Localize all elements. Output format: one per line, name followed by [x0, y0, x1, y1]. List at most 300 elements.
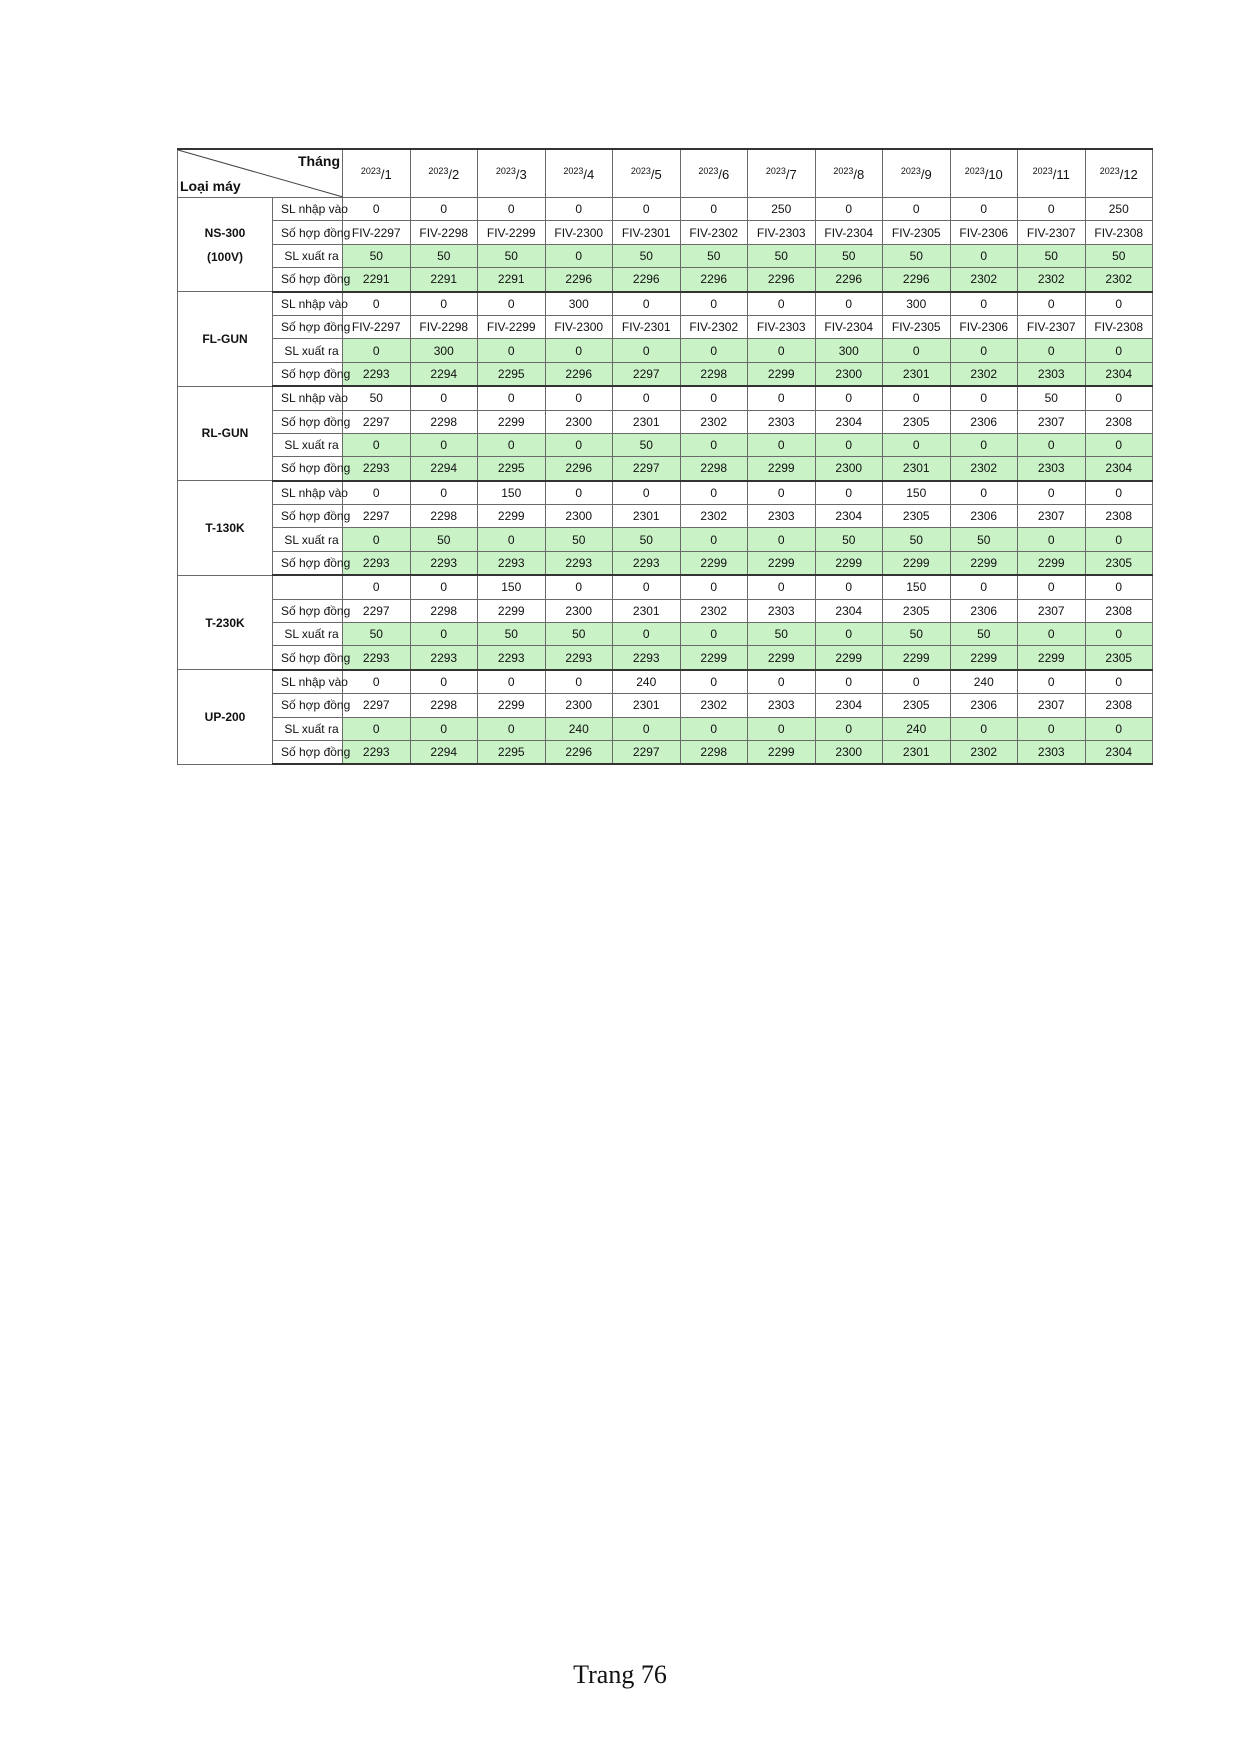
value-cell: FIV-2297 [343, 315, 411, 338]
value-cell: 2302 [950, 268, 1018, 292]
value-cell: 2293 [343, 646, 411, 670]
row-label: Số hợp đồng [273, 410, 343, 433]
month-number: /7 [785, 166, 797, 182]
value-cell: 0 [883, 339, 951, 362]
value-cell: 2299 [883, 551, 951, 575]
value-cell: FIV-2308 [1085, 315, 1153, 338]
value-cell: 0 [1018, 481, 1086, 505]
table-row [178, 575, 1153, 599]
value-cell: 2304 [815, 599, 883, 622]
value-cell: 2299 [748, 740, 816, 764]
value-cell: 50 [545, 528, 613, 551]
table-row [178, 740, 1153, 764]
value-cell: 50 [410, 244, 478, 267]
value-cell: 2296 [545, 457, 613, 481]
value-cell: 240 [545, 717, 613, 740]
value-cell: 50 [478, 623, 546, 646]
value-cell: 2299 [748, 457, 816, 481]
table-row [178, 292, 1153, 316]
value-cell: 0 [478, 433, 546, 456]
value-cell: 2301 [613, 599, 681, 622]
value-cell: 2299 [1018, 551, 1086, 575]
month-year: 2023 [630, 165, 651, 176]
value-cell: 2306 [950, 599, 1018, 622]
month-year: 2023 [360, 165, 381, 176]
value-cell: 150 [478, 481, 546, 505]
value-cell: 0 [410, 386, 478, 410]
value-cell: 0 [343, 717, 411, 740]
value-cell: 0 [883, 433, 951, 456]
value-cell: 0 [343, 528, 411, 551]
value-cell: FIV-2301 [613, 221, 681, 244]
table-row [178, 339, 1153, 362]
value-cell: 0 [343, 292, 411, 316]
value-cell: 2297 [343, 505, 411, 528]
value-cell: 2303 [1018, 362, 1086, 386]
value-cell: 0 [410, 670, 478, 694]
row-label: Số hợp đồng [273, 221, 343, 244]
value-cell: 2297 [613, 740, 681, 764]
value-cell: 2293 [343, 457, 411, 481]
value-cell: 0 [748, 386, 816, 410]
month-number: /5 [650, 166, 662, 182]
value-cell: 2300 [815, 457, 883, 481]
value-cell: 0 [950, 717, 1018, 740]
value-cell: 2298 [680, 457, 748, 481]
value-cell: 250 [1085, 198, 1153, 221]
value-cell: 2300 [545, 410, 613, 433]
value-cell: 0 [815, 386, 883, 410]
value-cell: 50 [815, 528, 883, 551]
month-header-7 [748, 149, 816, 198]
value-cell: FIV-2299 [478, 315, 546, 338]
value-cell: 0 [545, 198, 613, 221]
value-cell: 2293 [410, 646, 478, 670]
value-cell: FIV-2298 [410, 315, 478, 338]
value-cell: FIV-2297 [343, 221, 411, 244]
value-cell: 0 [950, 244, 1018, 267]
value-cell: 2300 [815, 740, 883, 764]
value-cell: 2293 [545, 551, 613, 575]
value-cell: 2301 [883, 362, 951, 386]
value-cell: 0 [613, 198, 681, 221]
month-header-12 [1085, 149, 1153, 198]
month-number: /11 [1052, 166, 1070, 182]
month-number: /8 [853, 166, 865, 182]
value-cell: 50 [883, 244, 951, 267]
value-cell: 0 [680, 528, 748, 551]
month-number: /3 [515, 166, 527, 182]
value-cell: 0 [410, 198, 478, 221]
table-row [178, 623, 1153, 646]
value-cell: 2293 [343, 551, 411, 575]
value-cell: 0 [1018, 433, 1086, 456]
month-header-2 [410, 149, 478, 198]
value-cell: 0 [545, 433, 613, 456]
value-cell: 2306 [950, 410, 1018, 433]
month-header-9 [883, 149, 951, 198]
value-cell: 2302 [680, 599, 748, 622]
value-cell: 2295 [478, 362, 546, 386]
value-cell: FIV-2304 [815, 315, 883, 338]
value-cell: 50 [883, 623, 951, 646]
row-label: SL nhập vào [273, 481, 343, 505]
month-header-6 [680, 149, 748, 198]
value-cell: 2299 [680, 646, 748, 670]
value-cell: 0 [1018, 339, 1086, 362]
value-cell: 0 [1085, 623, 1153, 646]
value-cell: 2299 [478, 694, 546, 717]
value-cell: 2301 [883, 457, 951, 481]
value-cell: 2302 [950, 740, 1018, 764]
header-row [178, 149, 1153, 198]
table-row [178, 646, 1153, 670]
value-cell: 0 [815, 623, 883, 646]
value-cell: 2297 [343, 410, 411, 433]
value-cell: 0 [950, 198, 1018, 221]
value-cell: 0 [815, 481, 883, 505]
value-cell: 2298 [680, 740, 748, 764]
month-year: 2023 [698, 165, 719, 176]
value-cell: 2305 [883, 694, 951, 717]
value-cell: 2299 [680, 551, 748, 575]
value-cell: 2296 [748, 268, 816, 292]
row-label: SL nhập vào [273, 198, 343, 221]
value-cell: 0 [410, 481, 478, 505]
value-cell: 2303 [1018, 740, 1086, 764]
value-cell: FIV-2299 [478, 221, 546, 244]
value-cell: 2308 [1085, 410, 1153, 433]
machine-name: T-230K [205, 615, 245, 630]
value-cell: 2291 [343, 268, 411, 292]
row-label: Số hợp đồng [273, 362, 343, 386]
value-cell: 0 [478, 717, 546, 740]
value-cell: 2308 [1085, 694, 1153, 717]
month-year: 2023 [964, 165, 985, 176]
month-number: /2 [448, 166, 460, 182]
month-year: 2023 [495, 165, 516, 176]
value-cell: 0 [950, 292, 1018, 316]
value-cell: 0 [950, 433, 1018, 456]
row-label: SL xuất ra [273, 623, 343, 646]
value-cell: 2305 [883, 599, 951, 622]
month-header-5 [613, 149, 681, 198]
value-cell: 2299 [748, 362, 816, 386]
value-cell: 50 [343, 386, 411, 410]
value-cell: 150 [883, 575, 951, 599]
value-cell: 50 [343, 244, 411, 267]
value-cell: 0 [343, 339, 411, 362]
value-cell: 0 [478, 386, 546, 410]
value-cell: 2302 [1085, 268, 1153, 292]
value-cell: 0 [680, 623, 748, 646]
value-cell: 2301 [613, 505, 681, 528]
value-cell: 2296 [613, 268, 681, 292]
value-cell: 2299 [478, 410, 546, 433]
value-cell: 0 [478, 292, 546, 316]
table-body [178, 198, 1153, 765]
value-cell: 0 [748, 292, 816, 316]
value-cell: 0 [343, 670, 411, 694]
value-cell: 2299 [815, 646, 883, 670]
table-row [178, 670, 1153, 694]
value-cell: 0 [1018, 198, 1086, 221]
row-label: SL xuất ra [273, 528, 343, 551]
table-row [178, 694, 1153, 717]
table-row [178, 481, 1153, 505]
value-cell: 300 [410, 339, 478, 362]
row-label [273, 575, 343, 599]
value-cell: 0 [1085, 386, 1153, 410]
value-cell: 0 [478, 528, 546, 551]
value-cell: 2297 [343, 694, 411, 717]
table-row [178, 410, 1153, 433]
month-number: /9 [920, 166, 932, 182]
value-cell: 2303 [748, 410, 816, 433]
value-cell: FIV-2303 [748, 315, 816, 338]
value-cell: 0 [1085, 339, 1153, 362]
machine-name-cell [178, 198, 273, 292]
value-cell: 0 [815, 198, 883, 221]
row-label: Số hợp đồng [273, 505, 343, 528]
value-cell: 50 [883, 528, 951, 551]
value-cell: 0 [545, 575, 613, 599]
value-cell: 2303 [748, 694, 816, 717]
row-label: Số hợp đồng [273, 457, 343, 481]
value-cell: 2305 [1085, 646, 1153, 670]
value-cell: 50 [748, 244, 816, 267]
value-cell: 0 [1018, 575, 1086, 599]
value-cell: 2302 [680, 410, 748, 433]
machine-name: UP-200 [204, 710, 246, 725]
value-cell: 2296 [883, 268, 951, 292]
value-cell: 0 [1085, 575, 1153, 599]
month-number: /10 [984, 166, 1003, 182]
value-cell: 2293 [343, 362, 411, 386]
row-label: Số hợp đồng [273, 599, 343, 622]
value-cell: 0 [1085, 292, 1153, 316]
value-cell: 0 [680, 481, 748, 505]
month-header-10 [950, 149, 1018, 198]
value-cell: 0 [343, 433, 411, 456]
value-cell: 0 [950, 339, 1018, 362]
value-cell: 2291 [410, 268, 478, 292]
machine-name-cell [178, 670, 273, 765]
value-cell: 2296 [545, 740, 613, 764]
value-cell: 0 [1018, 623, 1086, 646]
value-cell: 50 [613, 244, 681, 267]
row-label: SL nhập vào [273, 670, 343, 694]
value-cell: 2307 [1018, 599, 1086, 622]
value-cell: 0 [883, 198, 951, 221]
table-row [178, 599, 1153, 622]
table-row [178, 433, 1153, 456]
value-cell: 2296 [680, 268, 748, 292]
value-cell: 2293 [613, 551, 681, 575]
value-cell: 2300 [815, 362, 883, 386]
value-cell: 240 [613, 670, 681, 694]
value-cell: 0 [343, 575, 411, 599]
value-cell: 2299 [748, 646, 816, 670]
value-cell: 2296 [545, 362, 613, 386]
value-cell: 2297 [343, 599, 411, 622]
value-cell: 2305 [883, 505, 951, 528]
value-cell: 0 [613, 386, 681, 410]
value-cell: FIV-2307 [1018, 221, 1086, 244]
machine-name-cell [178, 481, 273, 576]
value-cell: 2299 [478, 505, 546, 528]
value-cell: 0 [1085, 433, 1153, 456]
value-cell: FIV-2303 [748, 221, 816, 244]
month-year: 2023 [900, 165, 921, 176]
value-cell: 2307 [1018, 410, 1086, 433]
value-cell: 0 [883, 386, 951, 410]
value-cell: 0 [478, 339, 546, 362]
value-cell: 0 [1018, 717, 1086, 740]
month-year: 2023 [563, 165, 584, 176]
value-cell: 2295 [478, 457, 546, 481]
value-cell: 2308 [1085, 599, 1153, 622]
month-number: /12 [1119, 166, 1138, 182]
value-cell: 2304 [1085, 362, 1153, 386]
value-cell: 0 [478, 670, 546, 694]
value-cell: FIV-2305 [883, 315, 951, 338]
value-cell: 0 [748, 717, 816, 740]
value-cell: 2303 [748, 599, 816, 622]
row-label: Số hợp đồng [273, 694, 343, 717]
value-cell: 2295 [478, 740, 546, 764]
value-cell: 250 [748, 198, 816, 221]
value-cell: 2300 [545, 599, 613, 622]
value-cell: 2298 [680, 362, 748, 386]
value-cell: 0 [748, 528, 816, 551]
table-row [178, 457, 1153, 481]
table-row [178, 386, 1153, 410]
value-cell: 2304 [815, 410, 883, 433]
value-cell: 0 [680, 717, 748, 740]
value-cell: 300 [883, 292, 951, 316]
value-cell: 2293 [478, 551, 546, 575]
value-cell: 2299 [748, 551, 816, 575]
value-cell: FIV-2298 [410, 221, 478, 244]
machine-axis-label: Loại máy [180, 178, 241, 194]
month-header-1 [343, 149, 411, 198]
value-cell: 50 [478, 244, 546, 267]
value-cell: FIV-2301 [613, 315, 681, 338]
month-year: 2023 [1032, 165, 1053, 176]
month-header-3 [478, 149, 546, 198]
value-cell: 0 [1018, 670, 1086, 694]
row-label: SL xuất ra [273, 244, 343, 267]
month-header-8 [815, 149, 883, 198]
inventory-table-container [177, 148, 1152, 765]
value-cell: 2299 [1018, 646, 1086, 670]
value-cell: FIV-2306 [950, 315, 1018, 338]
value-cell: FIV-2307 [1018, 315, 1086, 338]
value-cell: 0 [410, 292, 478, 316]
value-cell: 0 [1018, 292, 1086, 316]
month-year: 2023 [833, 165, 854, 176]
value-cell: 2302 [1018, 268, 1086, 292]
table-row [178, 315, 1153, 338]
machine-name-cell [178, 386, 273, 481]
value-cell: 0 [1085, 481, 1153, 505]
value-cell: 2296 [545, 268, 613, 292]
value-cell: 0 [680, 670, 748, 694]
row-label: Số hợp đồng [273, 740, 343, 764]
month-year: 2023 [1099, 165, 1120, 176]
month-number: /4 [583, 166, 595, 182]
value-cell: 50 [545, 623, 613, 646]
value-cell: 50 [343, 623, 411, 646]
value-cell: 240 [950, 670, 1018, 694]
value-cell: 0 [410, 575, 478, 599]
value-cell: 0 [410, 717, 478, 740]
month-axis-label: Tháng [298, 153, 340, 169]
value-cell: 300 [815, 339, 883, 362]
machine-name: RL-GUN [201, 426, 249, 441]
value-cell: 0 [545, 244, 613, 267]
value-cell: 2301 [613, 410, 681, 433]
value-cell: 300 [545, 292, 613, 316]
value-cell: 50 [613, 433, 681, 456]
value-cell: 2299 [950, 646, 1018, 670]
month-number: /6 [718, 166, 730, 182]
value-cell: 0 [1085, 670, 1153, 694]
machine-name: T-130K [205, 520, 245, 535]
value-cell: 0 [680, 339, 748, 362]
value-cell: 2293 [545, 646, 613, 670]
value-cell: 0 [1085, 717, 1153, 740]
value-cell: 50 [950, 623, 1018, 646]
machine-name: FL-GUN [202, 331, 248, 346]
corner-header-cell [178, 149, 343, 198]
value-cell: 2298 [410, 599, 478, 622]
value-cell: 2293 [478, 646, 546, 670]
value-cell: 0 [815, 717, 883, 740]
value-cell: 240 [883, 717, 951, 740]
value-cell: 50 [815, 244, 883, 267]
value-cell: 2291 [478, 268, 546, 292]
value-cell: 0 [613, 623, 681, 646]
machine-name-cell [178, 292, 273, 387]
value-cell: 150 [883, 481, 951, 505]
value-cell: 2296 [815, 268, 883, 292]
value-cell: 0 [613, 339, 681, 362]
value-cell: 50 [1018, 386, 1086, 410]
value-cell: 50 [613, 528, 681, 551]
value-cell: 0 [613, 575, 681, 599]
value-cell: 2293 [343, 740, 411, 764]
value-cell: 2304 [1085, 740, 1153, 764]
value-cell: 0 [748, 433, 816, 456]
value-cell: 2306 [950, 505, 1018, 528]
value-cell: 2294 [410, 457, 478, 481]
value-cell: 50 [1085, 244, 1153, 267]
value-cell: 2294 [410, 740, 478, 764]
value-cell: 2302 [950, 362, 1018, 386]
value-cell: 0 [950, 575, 1018, 599]
value-cell: 0 [950, 481, 1018, 505]
value-cell: 2299 [815, 551, 883, 575]
table-row [178, 268, 1153, 292]
value-cell: 2293 [613, 646, 681, 670]
value-cell: 150 [478, 575, 546, 599]
value-cell: 0 [748, 670, 816, 694]
row-label: SL nhập vào [273, 386, 343, 410]
value-cell: 2304 [815, 694, 883, 717]
value-cell: 0 [883, 670, 951, 694]
